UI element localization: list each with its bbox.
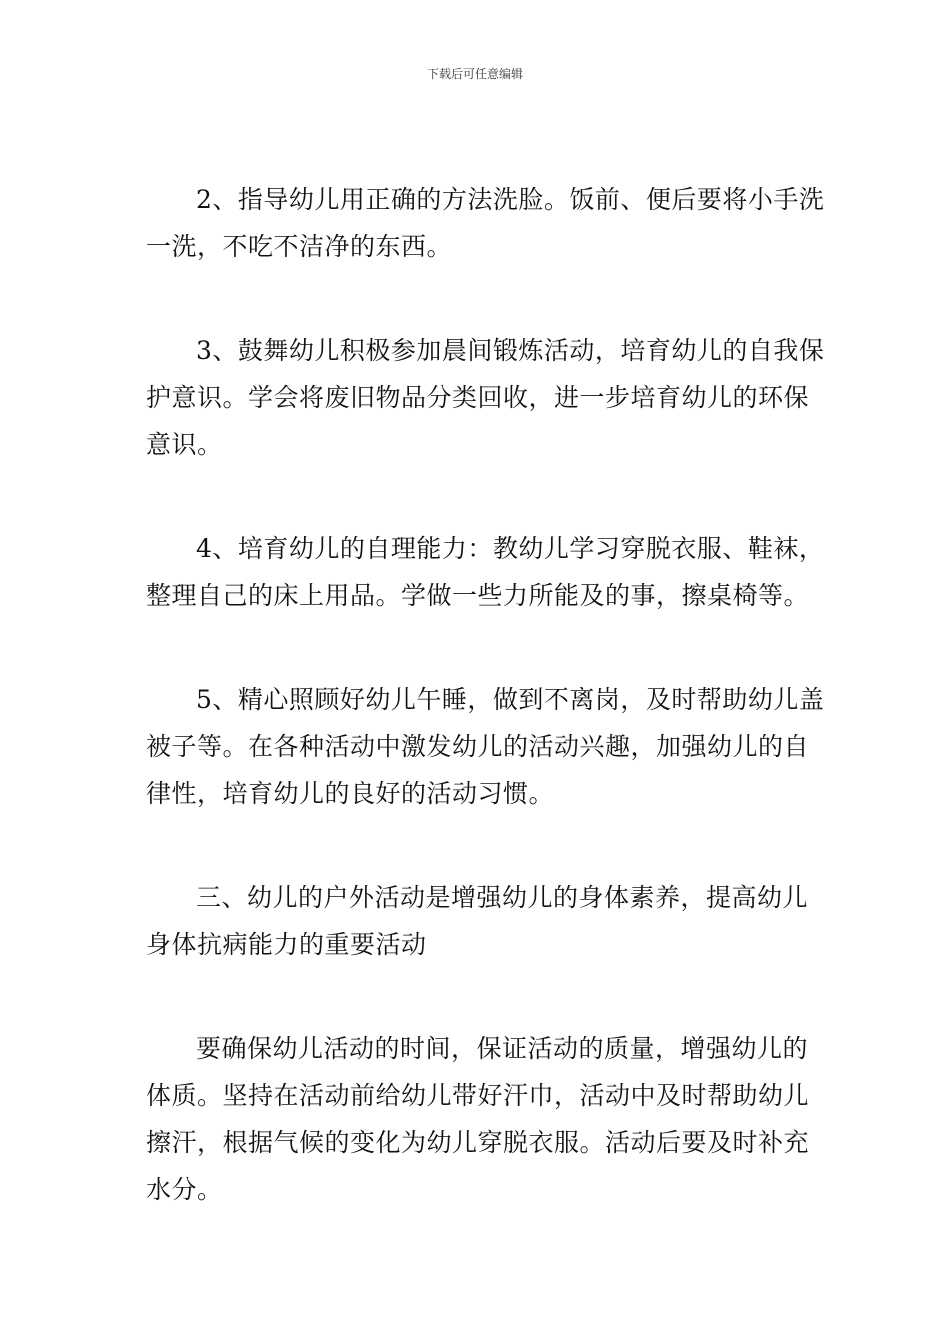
- document-body: [146, 176, 826, 1270]
- paragraph-item-2: 2、指导幼儿用正确的方法洗脸。饭前、便后要将小手洗一洗，不吃不洁净的东西。: [146, 185, 825, 261]
- paragraph-item-3: 3、鼓舞幼儿积极参加晨间锻炼活动，培育幼儿的自我保护意识。学会将废旧物品分类回收，进一步培育幼儿的环保意识。: [146, 336, 825, 459]
- paragraph-outdoor-activity: 要确保幼儿活动的时间，保证活动的质量，增强幼儿的体质。坚持在活动前给幼儿带好汗巾，活动中及时帮助幼儿擦汗，根据气候的变化为幼儿穿脱衣服。活动后要及时补充水分。: [146, 1034, 810, 1204]
- page-header: 下载后可任意编辑: [426, 67, 523, 81]
- section-heading-3: 三、幼儿的户外活动是增强幼儿的身体素养，提高幼儿身体抗病能力的重要活动: [146, 883, 809, 959]
- paragraph-item-4: 4、培育幼儿的自理能力：教幼儿学习穿脱衣服、鞋袜，整理自己的床上用品。学做一些力所能及的事，擦桌椅等。: [146, 534, 825, 610]
- paragraph-item-5: 5、精心照顾好幼儿午睡，做到不离岗，及时帮助幼儿盖被子等。在各种活动中激发幼儿的活动兴趣，加强幼儿的自律性，培育幼儿的良好的活动习惯。: [146, 685, 825, 808]
